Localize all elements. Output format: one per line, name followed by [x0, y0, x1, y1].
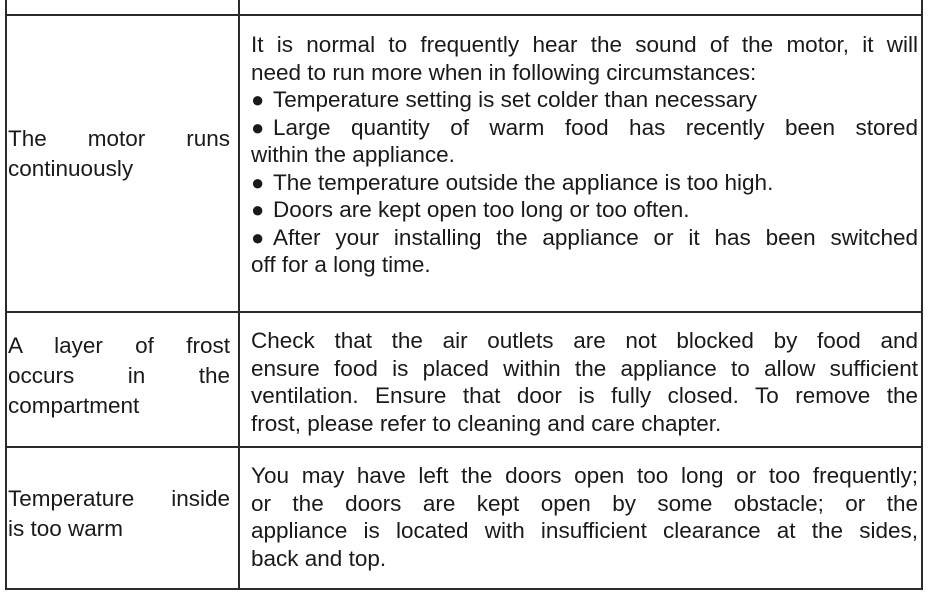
- bullet-icon: ●: [251, 197, 265, 222]
- solution-line: You may have left the doors open too long or too frequently;: [251, 463, 918, 488]
- problem-line: is too warm: [8, 516, 124, 541]
- problem-line: compartment: [8, 393, 140, 418]
- bullet-item: ● The temperature outside the appliance is too high.: [251, 169, 774, 195]
- bullet-item: ● After your installing the appliance or it has been switched: [251, 224, 918, 250]
- bullet-icon: ●: [251, 169, 265, 195]
- table-border-right: [921, 0, 923, 590]
- row-divider-1: [5, 14, 923, 16]
- table-row-1-solution: [251, 31, 918, 279]
- table-row-2-solution: [251, 327, 918, 437]
- bullet-icon: ●: [251, 87, 265, 112]
- bullet-continuation: off for a long time.: [251, 252, 431, 277]
- table-border-bottom: [5, 588, 923, 590]
- table-row-2-problem: [8, 331, 230, 421]
- problem-line: occurs in the: [8, 363, 230, 388]
- table-row-1-problem: [8, 124, 230, 184]
- table-row-3-solution: [251, 462, 918, 572]
- row-divider-2: [5, 311, 923, 313]
- problem-line: continuously: [8, 156, 134, 181]
- bullet-icon: ●: [251, 114, 265, 140]
- bullet-item: ● Temperature setting is set colder than necessary: [251, 87, 757, 112]
- solution-line: Check that the air outlets are not blocked by food and: [251, 328, 918, 353]
- solution-line: ventilation. Ensure that door is fully closed. To remove the: [251, 383, 918, 408]
- solution-line: need to run more when in following circumstances:: [251, 59, 757, 85]
- row-divider-3: [5, 446, 923, 448]
- bullet-item: ● Large quantity of warm food has recently been stored: [251, 114, 918, 140]
- table-column-divider: [238, 0, 240, 590]
- problem-line: A layer of frost: [8, 333, 230, 358]
- solution-line: appliance is located with insufficient clearance at the sides,: [251, 518, 918, 543]
- solution-line: or the doors are kept open by some obstacle; or the: [251, 490, 918, 516]
- solution-line: frost, please refer to cleaning and care chapter.: [251, 410, 722, 436]
- bullet-continuation: within the appliance.: [251, 142, 455, 167]
- bullet-icon: ●: [251, 224, 265, 250]
- solution-line: It is normal to frequently hear the sound of the motor, it will: [251, 32, 918, 57]
- problem-line: The motor runs: [8, 126, 230, 151]
- solution-line: back and top.: [251, 545, 387, 571]
- bullet-item: ● Doors are kept open too long or too often.: [251, 197, 690, 222]
- table-border-left: [5, 0, 7, 590]
- table-row-3-problem: [8, 484, 230, 544]
- solution-line: ensure food is placed within the appliance to allow sufficient: [251, 355, 918, 381]
- problem-line: Temperature inside: [8, 486, 230, 511]
